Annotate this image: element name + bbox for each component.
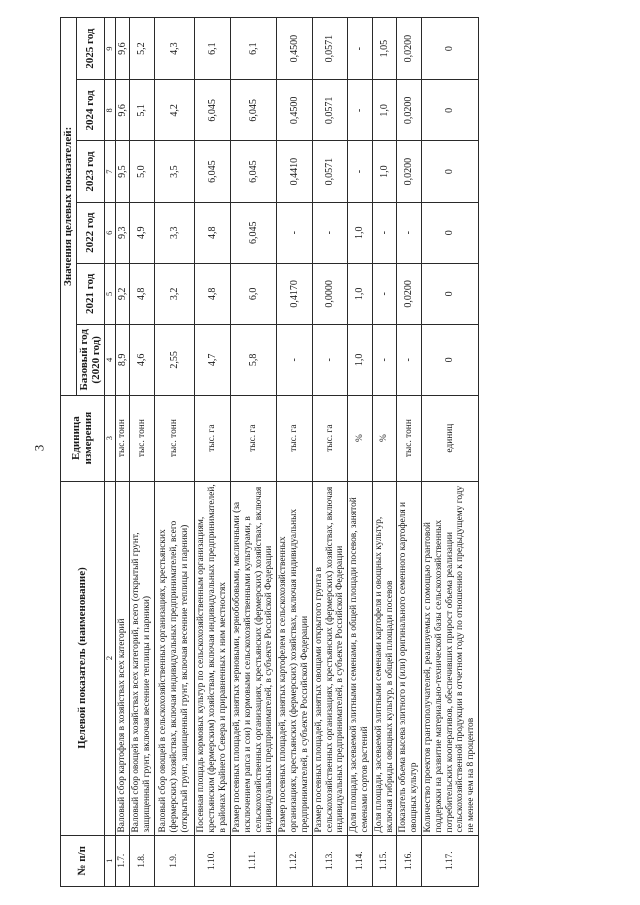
- value-cell: -: [397, 202, 422, 263]
- indicator-name: Размер посевных площадей, занятых картофелем в сельскохозяйственных организациях, крестьянских (фермерских) хозяйствах, включая индивидуальных предпринимателей, в субъекте Российской Федерации: [277, 481, 312, 835]
- value-cell: 1,05: [372, 18, 397, 80]
- row-number: 1.12.: [277, 835, 312, 886]
- row-number: 1.16.: [397, 835, 422, 886]
- value-cell: 4,8: [130, 263, 155, 324]
- table-row: [115, 18, 130, 887]
- value-cell: 3,3: [155, 202, 195, 263]
- table-row: [195, 18, 231, 887]
- header-year-2024: 2024 год: [76, 80, 104, 141]
- rotated-table-wrapper: [60, 17, 580, 887]
- value-cell: 3,2: [155, 263, 195, 324]
- table-row: [231, 18, 277, 887]
- header-year-2021: 2021 год: [76, 263, 104, 324]
- column-index: 2: [104, 481, 115, 835]
- value-cell: 0,4500: [277, 80, 312, 141]
- value-cell: 9,6: [115, 80, 130, 141]
- value-cell: 4,8: [195, 263, 231, 324]
- value-cell: 4,8: [195, 202, 231, 263]
- indicator-name: Доля площади, засеваемой элитными семенами, в общей площади посевов, занятой семенами сортов растений: [348, 481, 373, 835]
- value-cell: 9,6: [115, 18, 130, 80]
- value-cell: 0,0571: [312, 80, 347, 141]
- row-number: 1.10.: [195, 835, 231, 886]
- unit-cell: тыс. га: [231, 395, 277, 481]
- unit-cell: %: [372, 395, 397, 481]
- indicator-name: Валовый сбор картофеля в хозяйствах всех категорий: [115, 481, 130, 835]
- header-year-2023: 2023 год: [76, 141, 104, 202]
- column-index: 8: [104, 80, 115, 141]
- value-cell: 4,7: [195, 324, 231, 395]
- value-cell: 0,0571: [312, 18, 347, 80]
- value-cell: 6,045: [231, 141, 277, 202]
- value-cell: 4,9: [130, 202, 155, 263]
- value-cell: 0,4500: [277, 18, 312, 80]
- value-cell: 4,2: [155, 80, 195, 141]
- indicator-name: Посевная площадь кормовых культур по сельскохозяйственным организациям, крестьянским (фермерским) хозяйствам, включая индивидуальных предпринимателей, в районах Крайнего Севера и приравненных к ним местностях: [195, 481, 231, 835]
- column-index: 1: [104, 835, 115, 886]
- value-cell: 1,0: [348, 263, 373, 324]
- unit-cell: единиц: [422, 395, 479, 481]
- value-cell: 6,0: [231, 263, 277, 324]
- row-number: 1.8.: [130, 835, 155, 886]
- table-row: [312, 18, 347, 887]
- value-cell: -: [372, 202, 397, 263]
- indicator-name: Количество проектов грантополучателей, реализуемых с помощью грантовой поддержки на развитие материально-технической базы сельскохозяйственных потребительских кооперативов, обеспечивших прирост объема реализации сельскохозяйственной продукции в отчетном году по отношению к предыдущему году не менее чем на 8 процентов: [422, 481, 479, 835]
- header-row-1: [61, 18, 77, 887]
- row-number: 1.17.: [422, 835, 479, 886]
- value-cell: 9,3: [115, 202, 130, 263]
- value-cell: 6,045: [195, 80, 231, 141]
- unit-cell: тыс. тонн: [155, 395, 195, 481]
- header-unit: Единица измерения: [61, 395, 105, 481]
- value-cell: 3,5: [155, 141, 195, 202]
- column-index-row: [104, 18, 115, 887]
- value-cell: -: [372, 263, 397, 324]
- value-cell: 5,8: [231, 324, 277, 395]
- value-cell: 2,55: [155, 324, 195, 395]
- value-cell: -: [348, 80, 373, 141]
- table-row: [130, 18, 155, 887]
- value-cell: 0: [422, 80, 479, 141]
- value-cell: 6,045: [195, 141, 231, 202]
- value-cell: 0,0200: [397, 263, 422, 324]
- row-number: 1.11.: [231, 835, 277, 886]
- value-cell: 9,2: [115, 263, 130, 324]
- value-cell: 1,0: [348, 202, 373, 263]
- header-year-2025: 2025 год: [76, 18, 104, 80]
- value-cell: 5,0: [130, 141, 155, 202]
- unit-cell: %: [348, 395, 373, 481]
- unit-cell: тыс. га: [277, 395, 312, 481]
- table-row: [155, 18, 195, 887]
- value-cell: 0,4410: [277, 141, 312, 202]
- value-cell: -: [277, 324, 312, 395]
- column-index: 9: [104, 18, 115, 80]
- value-cell: 0,0200: [397, 80, 422, 141]
- value-cell: 4,3: [155, 18, 195, 80]
- value-cell: 6,045: [231, 80, 277, 141]
- header-no: № п/п: [61, 835, 105, 886]
- value-cell: -: [312, 202, 347, 263]
- table-row: [372, 18, 397, 887]
- value-cell: 0: [422, 18, 479, 80]
- unit-cell: тыс. га: [195, 395, 231, 481]
- indicator-name: Размер посевных площадей, занятых зерновыми, зернобобовыми, масличными (за исключением рапса и сои) и кормовыми сельскохозяйственными культурами, в сельскохозяйственных организациях, крестьянских (фермерских) хозяйствах, включая индивидуальных предпринимателей, в субъекте Российской Федерации: [231, 481, 277, 835]
- column-index: 7: [104, 141, 115, 202]
- column-index: 3: [104, 395, 115, 481]
- column-index: 6: [104, 202, 115, 263]
- value-cell: -: [312, 324, 347, 395]
- value-cell: 0,0571: [312, 141, 347, 202]
- table-row: [277, 18, 312, 887]
- value-cell: 9,5: [115, 141, 130, 202]
- value-cell: 0,0000: [312, 263, 347, 324]
- value-cell: 8,9: [115, 324, 130, 395]
- unit-cell: тыс. тонн: [130, 395, 155, 481]
- value-cell: -: [348, 18, 373, 80]
- header-name: Целевой показатель (наименование): [61, 481, 105, 835]
- table-row: [397, 18, 422, 887]
- header-base-year: Базовый год (2020 год): [76, 324, 104, 395]
- unit-cell: тыс. га: [312, 395, 347, 481]
- indicator-name: Показатель объема высева элитного и (или) оригинального семенного картофеля и овощных культур: [397, 481, 422, 835]
- header-year-2022: 2022 год: [76, 202, 104, 263]
- value-cell: 5,2: [130, 18, 155, 80]
- value-cell: 6,045: [231, 202, 277, 263]
- value-cell: -: [348, 141, 373, 202]
- row-number: 1.7.: [115, 835, 130, 886]
- value-cell: 0,0200: [397, 18, 422, 80]
- value-cell: -: [372, 324, 397, 395]
- table-row: [422, 18, 479, 887]
- table-row: [348, 18, 373, 887]
- value-cell: 6,1: [231, 18, 277, 80]
- indicator-name: Доля площади, засеваемой элитными семенами картофеля и овощных культур, включая гибриды овощных культур, в общей площади посевов: [372, 481, 397, 835]
- value-cell: 1,0: [348, 324, 373, 395]
- unit-cell: тыс. тонн: [115, 395, 130, 481]
- value-cell: 0: [422, 141, 479, 202]
- row-number: 1.15.: [372, 835, 397, 886]
- value-cell: 0: [422, 202, 479, 263]
- value-cell: 0: [422, 324, 479, 395]
- page-number: 3: [31, 444, 47, 452]
- row-number: 1.14.: [348, 835, 373, 886]
- row-number: 1.13.: [312, 835, 347, 886]
- indicators-table: [60, 17, 479, 887]
- value-cell: 1,0: [372, 80, 397, 141]
- value-cell: -: [397, 324, 422, 395]
- table-body: [115, 18, 478, 887]
- column-index: 4: [104, 324, 115, 395]
- value-cell: 0,4170: [277, 263, 312, 324]
- column-index: 5: [104, 263, 115, 324]
- value-cell: 1,0: [372, 141, 397, 202]
- indicator-name: Размер посевных площадей, занятых овощами открытого грунта в сельскохозяйственных организациях, крестьянских (фермерских) хозяйствах, включая индивидуальных предпринимателей, в субъекте Российской Федерации: [312, 481, 347, 835]
- value-cell: 5,1: [130, 80, 155, 141]
- value-cell: -: [277, 202, 312, 263]
- unit-cell: тыс. тонн: [397, 395, 422, 481]
- row-number: 1.9.: [155, 835, 195, 886]
- indicator-name: Валовый сбор овощей в сельскохозяйственных организациях, крестьянских (фермерских) хозяйствах, включая индивидуальных предпринимателей, всего (открытый грунт, защищенный грунт, включая весенние теплицы и парники): [155, 481, 195, 835]
- indicator-name: Валовый сбор овощей в хозяйствах всех категорий, всего (открытый грунт, защищенный грунт, включая весенние теплицы и парники): [130, 481, 155, 835]
- value-cell: 4,6: [130, 324, 155, 395]
- header-values-group: Значения целевых показателей:: [61, 18, 77, 396]
- value-cell: 0,0200: [397, 141, 422, 202]
- value-cell: 6,1: [195, 18, 231, 80]
- value-cell: 0: [422, 263, 479, 324]
